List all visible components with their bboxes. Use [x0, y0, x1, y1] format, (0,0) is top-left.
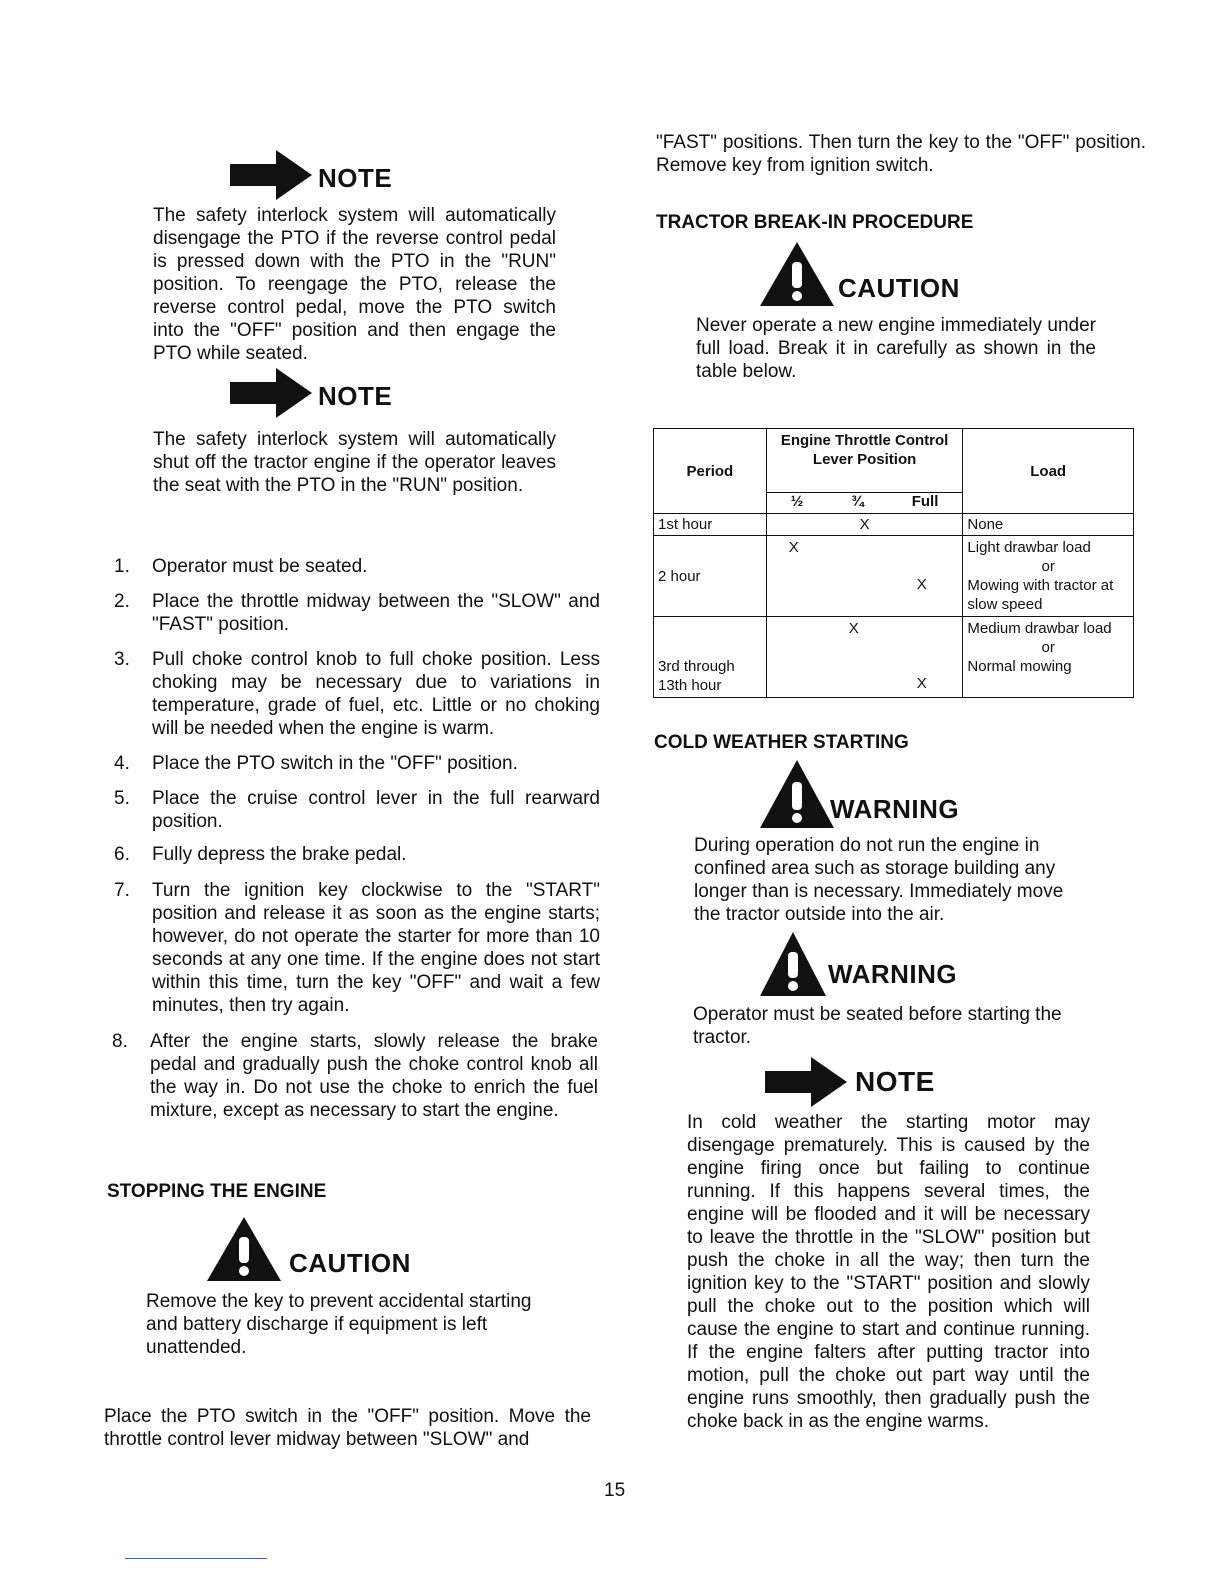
section-title-breakin: TRACTOR BREAK-IN PROCEDURE	[656, 212, 974, 233]
subheader-full: Full	[911, 493, 939, 510]
throttle-header: Engine Throttle Control Lever Position	[766, 429, 963, 493]
list-item: 1. Operator must be seated.	[114, 556, 368, 577]
stopping-text: Place the PTO switch in the "OFF" position. Move the throttle control lever midway between "SLOW" and	[104, 1406, 591, 1450]
period-cell: 2 hour	[654, 536, 767, 617]
warning-triangle-icon	[205, 1215, 283, 1283]
period-cell: 1st hour	[654, 514, 767, 536]
warning-triangle-icon	[758, 758, 836, 830]
warning-label: WARNING	[830, 793, 960, 824]
caution-label: CAUTION	[838, 272, 960, 303]
note-heading-3	[765, 1057, 935, 1107]
caution-text-right: Never operate a new engine immediately under full load. Break it in carefully as shown in the table below.	[696, 315, 1096, 382]
load-cell: None	[963, 514, 1134, 536]
caution-heading-left	[205, 1215, 411, 1283]
period-cell: 3rd through 13th hour	[654, 617, 767, 698]
load-header: Load	[963, 429, 1134, 514]
breakin-table	[653, 428, 1134, 698]
load-cell: Light drawbar load or Mowing with tractor at slow speed	[963, 536, 1134, 617]
x-mark: X	[788, 539, 799, 556]
continued-text: "FAST" positions. Then turn the key to the "OFF" position. Remove key from ignition switch.	[656, 132, 1146, 176]
list-item: 2. Place the throttle midway between the "SLOW" and "FAST" position.	[114, 591, 600, 635]
arrow-right-icon	[230, 368, 312, 418]
x-mark	[915, 516, 945, 533]
note-label: NOTE	[318, 380, 393, 411]
x-mark: X	[859, 516, 870, 533]
list-item: 8. After the engine starts, slowly release the brake pedal and gradually push the choke control knob all the way in. Do not use the choke to enrich the fuel mixture, except as necessary to start the engine.	[112, 1031, 598, 1121]
arrow-right-icon	[765, 1057, 847, 1107]
caution-text-left: Remove the key to prevent accidental starting and battery discharge if equipment is left unattended.	[146, 1291, 532, 1358]
period-header: Period	[654, 429, 767, 514]
warning-heading-2	[758, 930, 957, 998]
note-text-1: The safety interlock system will automatically disengage the PTO if the reverse control pedal is pressed down with the PTO in the "RUN" position. To reengage the PTO, release the reverse control pedal, move the PTO switch into the "OFF" position and then engage the PTO while seated.	[153, 205, 556, 364]
warning-heading-1	[758, 758, 959, 830]
x-mark: X	[916, 576, 927, 593]
page-number: 15	[604, 1480, 626, 1501]
subheader-three-quarter: ¾	[851, 493, 864, 510]
list-item: 4. Place the PTO switch in the "OFF" position.	[114, 753, 518, 774]
load-cell: Medium drawbar load or Normal mowing	[963, 617, 1134, 698]
subheader-half: ½	[790, 493, 804, 510]
table-header-row	[654, 429, 1134, 493]
list-item: 7. Turn the ignition key clockwise to the "START" position and release it as soon as the engine starts; however, do not operate the starter for more than 10 seconds at any one time. If the engine does not start within this time, turn the key "OFF" and wait a few minutes, then try again.	[114, 880, 600, 1016]
warning-triangle-icon	[758, 240, 836, 308]
list-item: 5. Place the cruise control lever in the full rearward position.	[114, 788, 600, 832]
x-mark: X	[848, 620, 859, 637]
table-row	[654, 617, 1134, 698]
x-mark: X	[916, 675, 927, 692]
section-title-stopping: STOPPING THE ENGINE	[107, 1181, 327, 1202]
caution-heading-right	[758, 240, 960, 308]
warning-label: WARNING	[828, 958, 958, 989]
x-mark	[784, 516, 814, 533]
table-row	[654, 514, 1134, 536]
list-item: 3. Pull choke control knob to full choke position. Less choking may be necessary due to variations in temperature, grade of fuel, etc. Little or no choking will be needed when the engine is warm.	[114, 649, 600, 739]
table-row	[654, 536, 1134, 617]
note-text-2: The safety interlock system will automatically shut off the tractor engine if the operator leaves the seat with the PTO in the "RUN" position.	[153, 429, 556, 496]
warning-text-2: Operator must be seated before starting the tractor.	[693, 1004, 1062, 1048]
note-label: NOTE	[318, 162, 393, 193]
footer-rule	[125, 1558, 267, 1559]
note-heading-2	[230, 368, 392, 418]
arrow-right-icon	[230, 150, 312, 200]
caution-label: CAUTION	[289, 1247, 411, 1278]
warning-text-1: During operation do not run the engine in confined area such as storage building any longer than is necessary. Immediately move the tractor outside into the air.	[694, 835, 1064, 925]
warning-triangle-icon	[758, 930, 828, 998]
note-heading-1	[230, 150, 392, 200]
list-item: 6. Fully depress the brake pedal.	[114, 844, 407, 865]
note-text-3: In cold weather the starting motor may disengage prematurely. This is caused by the engine firing once but failing to continue running. If this happens several times, the engine will be flooded and it will be necessary to leave the throttle in the "SLOW" position but push the choke in all the way; then turn the ignition key to the "START" position and slowly pull the choke out to the position which will cause the engine to start and continue running. If the engine falters after putting tractor into motion, pull the choke out part way until the engine runs smoothly, then gradually push the choke back in as the engine warms.	[687, 1112, 1090, 1432]
note-label: NOTE	[855, 1066, 935, 1097]
section-title-cold: COLD WEATHER STARTING	[654, 732, 909, 753]
